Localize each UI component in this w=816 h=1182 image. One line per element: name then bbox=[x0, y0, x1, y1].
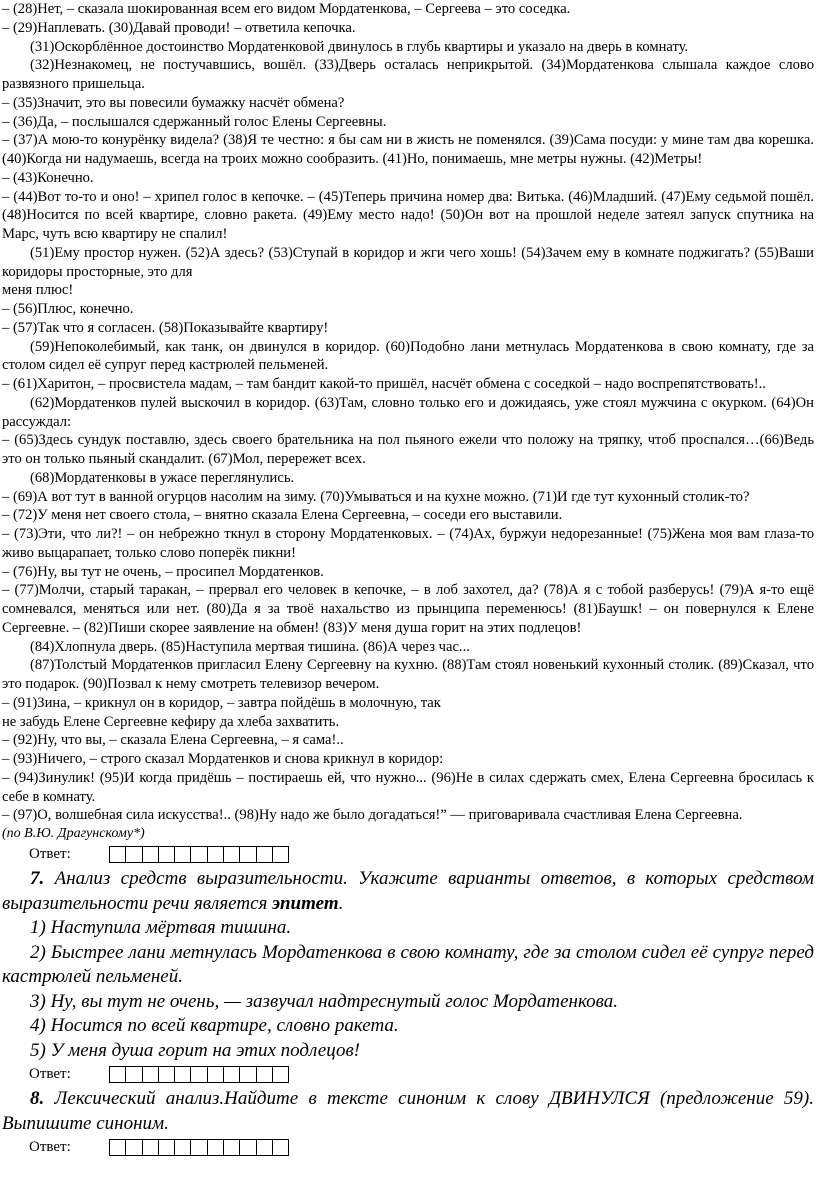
task-7-term: эпитет bbox=[272, 892, 339, 914]
story-paragraph: – (36)Да, – послышался сдержанный голос Елены Сергеевны. bbox=[2, 113, 387, 130]
answer-cell[interactable] bbox=[109, 1066, 125, 1083]
story-paragraph: – (37)А мою-то конурёнку видела? (38)Я те честно: я бы сам ни в жисть не поменялся. (39)Сама посуди: у мине там два корешка. (40)Когда ни надумаешь, всегда на троих можно сообразить. (41)Но, понимаешь, мне метры нужны. (42)Метры! bbox=[2, 132, 814, 167]
story-paragraph: – (76)Ну, вы тут не очень, – просипел Мордатенков. bbox=[2, 563, 324, 580]
task-7-option-1: 1) Наступила мёртвая тишина. bbox=[30, 917, 292, 938]
story-paragraph: не забудь Елене Сергеевне кефиру да хлеба захватить. bbox=[2, 713, 340, 730]
story-paragraph: – (77)Молчи, старый таракан, – прервал его человек в кепочке, – в лоб захотел, да? (78)А я с тобой разберусь! (79)А я-то ещё сомневался, меняться или нет. (80)Да я за твоё нахальство из прынципа переменюсь! (81)Баушк! – он повернулся к Елене Сергеевне. – (82)Пиши скорее заявление на обмен! (83)У меня душа горит на этих подлецов! bbox=[2, 582, 814, 636]
task-7 bbox=[2, 867, 814, 1063]
task-7-option-5: 5) У меня душа горит на этих подлецов! bbox=[30, 1039, 361, 1061]
task-7-number: 7. bbox=[30, 868, 45, 889]
answer-cell[interactable] bbox=[190, 1066, 206, 1083]
story-paragraph: – (57)Так что я согласен. (58)Показывайте квартиру! bbox=[2, 319, 329, 336]
answer-cell[interactable] bbox=[239, 1066, 255, 1083]
answer-cell[interactable] bbox=[142, 1066, 158, 1083]
task-8-text: Лексический анализ.Найдите в тексте синоним к слову ДВИНУЛСЯ (предложение 59). Выпишите синоним. bbox=[2, 1088, 814, 1134]
source-attribution: (по В.Ю. Драгунскому*) bbox=[2, 826, 145, 841]
task-8-number: 8. bbox=[30, 1088, 45, 1109]
story-paragraph: – (93)Ничего, – строго сказал Мордатенков и снова крикнул в коридор: bbox=[2, 751, 444, 767]
answer-cell[interactable] bbox=[223, 1139, 239, 1156]
answer-field-6 bbox=[2, 845, 814, 863]
answer-label: Ответ: bbox=[29, 1065, 71, 1082]
answer-cell[interactable] bbox=[190, 1139, 206, 1156]
answer-cells[interactable] bbox=[109, 846, 289, 863]
story-paragraph: (87)Толстый Мордатенков пригласил Елену Сергеевну на кухню. (88)Там стоял новенький кухонный столик. (89)Сказал, что это подарок. (90)Позвал к нему смотреть телевизор вечером. bbox=[2, 657, 814, 692]
story-paragraph: – (28)Нет, – сказала шокированная всем его видом Мордатенкова, – Сергеева – это соседка. bbox=[2, 1, 571, 17]
answer-cell[interactable] bbox=[109, 846, 125, 863]
answer-cells[interactable] bbox=[109, 1139, 289, 1156]
answer-cell[interactable] bbox=[272, 1139, 289, 1156]
answer-cell[interactable] bbox=[272, 1066, 289, 1083]
story-paragraph: (31)Оскорблённое достоинство Мордатенковой двинулось в глубь квартиры и указало на дверь в комнату. bbox=[30, 38, 689, 55]
story-paragraph: – (94)Зинулик! (95)И когда придёшь – постираешь ей, что нужно... (96)Не в силах сдержать смех, Елена Сергеевна бросилась к себе в комнату. bbox=[2, 769, 814, 805]
story-paragraph: – (72)У меня нет своего стола, – внятно сказала Елена Сергеевна, – соседи его выставили. bbox=[2, 507, 563, 524]
answer-cell[interactable] bbox=[239, 846, 255, 863]
answer-cell[interactable] bbox=[272, 846, 289, 863]
answer-cell[interactable] bbox=[223, 1066, 239, 1083]
answer-cell[interactable] bbox=[158, 1139, 174, 1156]
answer-cell[interactable] bbox=[256, 1066, 272, 1083]
answer-field-7 bbox=[2, 1065, 814, 1083]
story-paragraph: (68)Мордатенковы в ужасе переглянулись. bbox=[30, 469, 295, 486]
answer-cell[interactable] bbox=[174, 1139, 190, 1156]
task-8 bbox=[2, 1087, 814, 1136]
answer-cell[interactable] bbox=[174, 1066, 190, 1083]
story-paragraph: меня плюс! bbox=[2, 282, 74, 299]
story-paragraph: (32)Незнакомец, не постучавшись, вошёл. (33)Дверь осталась неприкрытой. (34)Мордатенкова слышала каждое слово развязного пришельца. bbox=[2, 57, 814, 92]
answer-cell[interactable] bbox=[158, 1066, 174, 1083]
story-paragraph: – (29)Наплевать. (30)Давай проводи! – ответила кепочка. bbox=[2, 19, 356, 36]
story-paragraph: – (92)Ну, что вы, – сказала Елена Сергеевна, – я сама!.. bbox=[2, 732, 344, 749]
story-paragraph: – (56)Плюс, конечно. bbox=[2, 301, 134, 317]
answer-cell[interactable] bbox=[142, 846, 158, 863]
story-paragraph: – (97)О, волшебная сила искусства!.. (98)Ну надо же было догадаться!” — приговаривала счастливая Елена Сергеевна. bbox=[2, 807, 743, 824]
task-7-option-4: 4) Носится по всей квартире, словно ракета. bbox=[30, 1015, 399, 1036]
answer-cell[interactable] bbox=[158, 846, 174, 863]
story-paragraph: (59)Непоколебимый, как танк, он двинулся в коридор. (60)Подобно лани метнулась Мордатенкова в свою комнату, где за столом сидел её супруг перед кастрюлей пельменей. bbox=[2, 338, 814, 374]
story-paragraph: – (61)Харитон, – просвистела мадам, – там бандит какой-то пришёл, насчёт обмена с соседкой – надо воспрепятствовать!.. bbox=[2, 376, 766, 392]
answer-cells[interactable] bbox=[109, 1066, 289, 1083]
story-paragraph: – (44)Вот то-то и оно! – хрипел голос в кепочке. – (45)Теперь причина номер два: Витька. (46)Младший. (47)Ему седьмой пошёл. (48)Носится по всей квартире, словно ракета. (49)Ему место надо! (50)Он вот на прошлой неделе затеял запуск спутника на Марс, чуть всю квартиру не спалил! bbox=[2, 188, 814, 242]
story-paragraph: (62)Мордатенков пулей выскочил в коридор. (63)Там, словно только его и дожидаясь, уже стоял мужчина с окурком. (64)Он рассуждал: bbox=[2, 394, 814, 430]
answer-cell[interactable] bbox=[207, 846, 223, 863]
answer-cell[interactable] bbox=[174, 846, 190, 863]
story-paragraph: – (35)Значит, это вы повесили бумажку насчёт обмена? bbox=[2, 94, 345, 111]
answer-cell[interactable] bbox=[109, 1139, 125, 1156]
answer-cell[interactable] bbox=[207, 1139, 223, 1156]
task-7-text-before: Анализ средств выразительности. Укажите варианты ответов, в которых средством выразительности речи является bbox=[2, 868, 814, 914]
task-7-prompt bbox=[2, 867, 814, 916]
story-paragraph: – (69)А вот тут в ванной огурцов насолим на зиму. (70)Умываться и на кухне можно. (71)И где тут кухонный столик-то? bbox=[2, 488, 750, 505]
story-paragraph: (84)Хлопнула дверь. (85)Наступила мертвая тишина. (86)А через час... bbox=[30, 638, 470, 655]
answer-cell[interactable] bbox=[207, 1066, 223, 1083]
task-8-prompt bbox=[2, 1087, 814, 1136]
task-7-text-after: . bbox=[338, 892, 344, 914]
story-paragraph: – (43)Конечно. bbox=[2, 169, 94, 186]
answer-cell[interactable] bbox=[190, 846, 206, 863]
answer-field-8 bbox=[2, 1138, 814, 1156]
story-text bbox=[2, 0, 814, 825]
answer-cell[interactable] bbox=[239, 1139, 255, 1156]
answer-label: Ответ: bbox=[29, 1138, 71, 1155]
story-paragraph: – (65)Здесь сундук поставлю, здесь своего брательника на пол пьяного ежели что положу на тряпку, чтоб проспался…(66)Ведь это он только пьяный скандалит. (67)Мол, перережет всех. bbox=[2, 432, 814, 467]
answer-label: Ответ: bbox=[29, 845, 71, 862]
answer-cell[interactable] bbox=[142, 1139, 158, 1156]
answer-cell[interactable] bbox=[256, 846, 272, 863]
answer-cell[interactable] bbox=[125, 1066, 141, 1083]
task-7-option-3: 3) Ну, вы тут не очень, — зазвучал надтреснутый голос Мордатенкова. bbox=[30, 990, 618, 1012]
story-paragraph: – (73)Эти, что ли?! – он небрежно ткнул в сторону Мордатенковых. – (74)Ах, буржуи недорезанные! (75)Жена моя вам глаза-то живо выцарапает, только слово поперёк пикни! bbox=[2, 526, 814, 561]
answer-cell[interactable] bbox=[223, 846, 239, 863]
answer-cell[interactable] bbox=[125, 1139, 141, 1156]
story-paragraph: (51)Ему простор нужен. (52)А здесь? (53)Ступай в коридор и жги чего хошь! (54)Зачем ему в комнате поджигать? (55)Ваши коридоры просторные, это для bbox=[2, 244, 814, 280]
story-paragraph: – (91)Зина, – крикнул он в коридор, – завтра пойдёшь в молочную, так bbox=[2, 694, 441, 711]
answer-cell[interactable] bbox=[256, 1139, 272, 1156]
task-7-option-2: 2) Быстрее лани метнулась Мордатенкова в свою комнату, где за столом сидел её супруг перед кастрюлей пельменей. bbox=[2, 941, 814, 987]
answer-cell[interactable] bbox=[125, 846, 141, 863]
